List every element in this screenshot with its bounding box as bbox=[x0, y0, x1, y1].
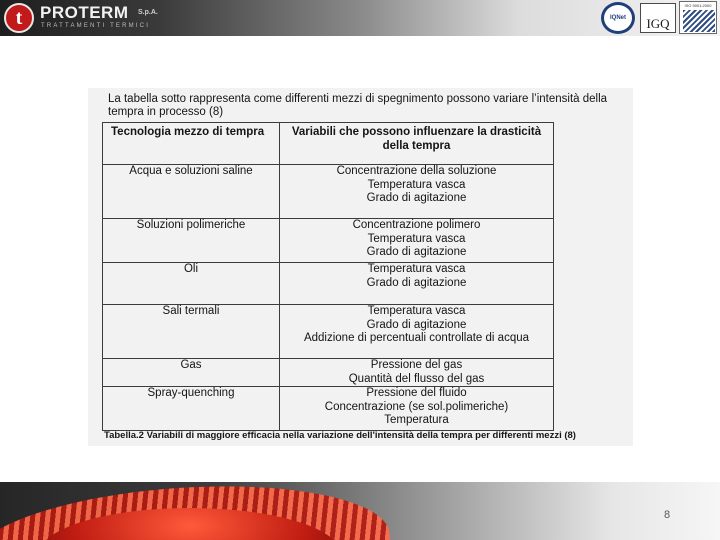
variable-item: Concentrazione della soluzione bbox=[336, 165, 497, 177]
header-bar bbox=[0, 0, 720, 36]
table-header-row bbox=[103, 123, 554, 165]
variables-cell bbox=[280, 219, 554, 263]
variable-item: Quantità del flusso del gas bbox=[348, 372, 485, 385]
variable-item: Grado di agitazione bbox=[366, 246, 467, 258]
brand-suffix: S.p.A. bbox=[138, 9, 158, 16]
medium-cell: Gas bbox=[103, 359, 280, 387]
variable-item: Concentrazione (se sol.polimeriche) bbox=[324, 400, 509, 413]
proterm-logo-icon: t bbox=[4, 3, 34, 33]
table-row bbox=[103, 165, 554, 219]
medium-cell: Soluzioni polimeriche bbox=[103, 219, 280, 263]
variable-item: Temperatura vasca bbox=[367, 263, 466, 275]
variable-item: Addizione di percentuali controllate di acqua bbox=[303, 332, 530, 344]
column-header-variables: Variabili che possono influenzare la drasticità della tempra bbox=[280, 123, 554, 165]
variables-cell bbox=[280, 305, 554, 359]
certification-seal-icon: IQNet bbox=[601, 2, 635, 34]
figure-intro-text: La tabella sotto rappresenta come differenti mezzi di spegnimento possono variare l’intensità della tempra in processo (8) bbox=[108, 93, 608, 118]
iso-certification-logo bbox=[679, 1, 717, 34]
medium-cell: Acqua e soluzioni saline bbox=[103, 165, 280, 219]
page-number: 8 bbox=[664, 509, 671, 521]
medium-cell: Oli bbox=[103, 263, 280, 305]
variable-item: Concentrazione polimero bbox=[352, 219, 481, 231]
table-caption: Tabella.2 Variabili di maggiore efficacia nella variazione dell'intensità della tempra per differenti mezzi (8) bbox=[104, 430, 576, 441]
column-header-medium: Tecnologia mezzo di tempra bbox=[103, 123, 280, 165]
table-row bbox=[103, 219, 554, 263]
igq-certification-logo: IGQ bbox=[640, 3, 676, 33]
footer-bar bbox=[0, 482, 720, 540]
brand-name: PROTERM bbox=[40, 3, 129, 22]
iso-label: ISO 9001:2000 bbox=[684, 3, 712, 8]
variables-cell bbox=[280, 387, 554, 431]
variable-item: Temperatura bbox=[384, 414, 449, 426]
table-row bbox=[103, 359, 554, 387]
table-row bbox=[103, 263, 554, 305]
brand-tagline: TRATTAMENTI TERMICI bbox=[41, 23, 151, 29]
table-row bbox=[103, 387, 554, 431]
variable-item: Pressione del gas bbox=[370, 359, 463, 371]
variables-cell bbox=[280, 263, 554, 305]
medium-cell: Sali termali bbox=[103, 305, 280, 359]
iso-stripes-icon bbox=[683, 10, 715, 32]
quench-media-table bbox=[102, 122, 554, 431]
variables-cell bbox=[280, 165, 554, 219]
variable-item: Temperatura vasca bbox=[367, 178, 466, 191]
variable-item: Grado di agitazione bbox=[366, 192, 467, 204]
variable-item: Grado di agitazione bbox=[366, 318, 467, 331]
medium-cell: Spray-quenching bbox=[103, 387, 280, 431]
variable-item: Grado di agitazione bbox=[366, 276, 467, 289]
table-row bbox=[103, 305, 554, 359]
variable-item: Temperatura vasca bbox=[367, 305, 466, 317]
scanned-table-figure bbox=[88, 88, 633, 446]
variable-item: Pressione del fluido bbox=[366, 387, 467, 399]
variable-item: Temperatura vasca bbox=[367, 232, 466, 245]
variables-cell bbox=[280, 359, 554, 387]
